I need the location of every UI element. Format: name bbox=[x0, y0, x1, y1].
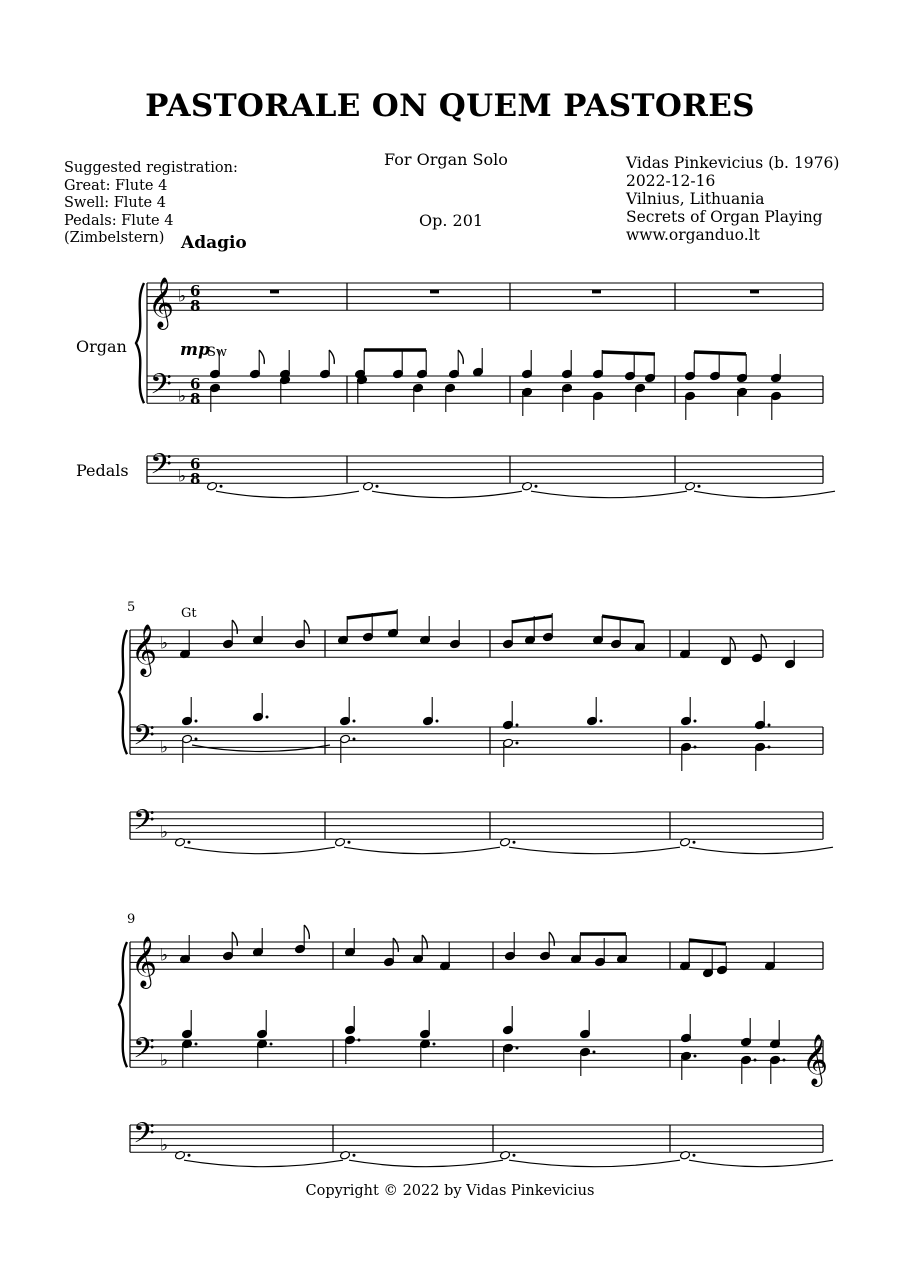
note-dot bbox=[433, 1043, 436, 1046]
note-beam bbox=[602, 616, 644, 622]
note-dot bbox=[513, 841, 516, 844]
notation-layer bbox=[119, 277, 835, 1166]
time-signature-top: 6 bbox=[190, 375, 201, 393]
tie bbox=[689, 1160, 833, 1167]
whole-rest bbox=[430, 290, 439, 294]
note-dot bbox=[600, 720, 603, 723]
note-dot bbox=[436, 720, 439, 723]
time-signature-bottom: 8 bbox=[190, 470, 201, 488]
flat-icon: ♭ bbox=[160, 633, 169, 654]
note-dot bbox=[195, 1043, 198, 1046]
measure-number: 9 bbox=[127, 912, 136, 927]
note-dot bbox=[195, 720, 198, 723]
tie bbox=[372, 491, 522, 498]
registration-line: Pedals: Flute 4 bbox=[64, 212, 174, 229]
tie bbox=[509, 1160, 680, 1167]
note-dot bbox=[535, 485, 538, 488]
note-beam bbox=[602, 352, 655, 354]
subtitle: For Organ Solo bbox=[384, 150, 508, 169]
measure-number: 5 bbox=[127, 600, 136, 615]
note-dot bbox=[188, 841, 191, 844]
note-beam bbox=[694, 352, 746, 354]
time-signature-top: 6 bbox=[190, 455, 201, 473]
registration-line: Great: Flute 4 bbox=[64, 177, 168, 194]
note-dot bbox=[698, 485, 701, 488]
whole-rest bbox=[592, 290, 601, 294]
note-flag bbox=[259, 350, 264, 364]
note-dot bbox=[693, 841, 696, 844]
tie bbox=[216, 491, 359, 498]
whole-rest bbox=[270, 290, 279, 294]
flat-icon: ♭ bbox=[160, 945, 169, 966]
tie bbox=[184, 1160, 343, 1167]
note-dot bbox=[694, 1055, 697, 1058]
flat-icon: ♭ bbox=[160, 1050, 169, 1071]
page-title: PASTORALE ON QUEM PASTORES bbox=[145, 88, 755, 124]
registration-line: Swell: Flute 4 bbox=[64, 195, 166, 211]
brace bbox=[119, 942, 127, 1067]
brace bbox=[119, 630, 127, 754]
flat-icon: ♭ bbox=[160, 822, 169, 843]
bass-clef-icon: 𝄢 bbox=[150, 367, 172, 408]
tie bbox=[184, 847, 335, 854]
bass-clef-icon: 𝄢 bbox=[133, 1031, 155, 1072]
brace bbox=[136, 283, 144, 403]
tie bbox=[689, 847, 833, 854]
treble-clef-icon: 𝄞 bbox=[148, 277, 175, 329]
manual-great-label: Gt bbox=[181, 606, 197, 621]
note-beam bbox=[512, 616, 552, 622]
note-dot bbox=[270, 1043, 273, 1046]
note-dot bbox=[376, 485, 379, 488]
publisher-line: Secrets of Organ Playing bbox=[626, 208, 823, 226]
whole-rest bbox=[750, 290, 759, 294]
treble-clef-icon: 𝄞 bbox=[802, 1034, 829, 1086]
tie bbox=[509, 847, 680, 854]
note-dot bbox=[593, 1051, 596, 1054]
tie bbox=[531, 491, 687, 498]
note-flag bbox=[304, 620, 309, 634]
registration-line: Suggested registration: bbox=[64, 160, 238, 176]
note-dot bbox=[768, 746, 771, 749]
dynamic-marking: mp bbox=[180, 340, 210, 360]
treble-clef-icon: 𝄞 bbox=[131, 936, 158, 988]
tie bbox=[192, 745, 330, 752]
flat-icon: ♭ bbox=[160, 737, 169, 758]
note-flag bbox=[329, 350, 334, 364]
flat-icon: ♭ bbox=[178, 386, 187, 407]
note-dot bbox=[694, 746, 697, 749]
flat-icon: ♭ bbox=[160, 1135, 169, 1156]
note-dot bbox=[195, 738, 198, 741]
tie bbox=[349, 1160, 503, 1167]
copyright: Copyright © 2022 by Vidas Pinkevicius bbox=[305, 1183, 595, 1199]
note-dot bbox=[348, 841, 351, 844]
composer-line: Vidas Pinkevicius (b. 1976) bbox=[626, 154, 840, 172]
instrument-label-pedals: Pedals bbox=[76, 461, 129, 480]
note-flag bbox=[304, 925, 309, 939]
registration-line: (Zimbelstern) bbox=[64, 230, 165, 246]
note-dot bbox=[783, 1059, 786, 1062]
note-flag bbox=[393, 938, 398, 952]
note-dot bbox=[353, 738, 356, 741]
note-dot bbox=[353, 720, 356, 723]
note-beam bbox=[689, 940, 726, 944]
note-dot bbox=[516, 1047, 519, 1050]
note-dot bbox=[516, 724, 519, 727]
bass-clef-icon: 𝄢 bbox=[133, 718, 155, 759]
note-dot bbox=[694, 720, 697, 723]
manual-swell-label: Sw bbox=[207, 345, 228, 360]
treble-clef-icon: 𝄞 bbox=[131, 624, 158, 676]
opus-number: Op. 201 bbox=[419, 211, 484, 230]
note-flag bbox=[458, 350, 463, 364]
note-dot bbox=[516, 742, 519, 745]
tie bbox=[694, 491, 835, 498]
bass-clef-icon: 𝄢 bbox=[133, 1116, 155, 1157]
note-dot bbox=[353, 1154, 356, 1157]
flat-icon: ♭ bbox=[178, 286, 187, 307]
note-dot bbox=[754, 1059, 757, 1062]
tempo-marking: Adagio bbox=[181, 233, 247, 253]
note-dot bbox=[188, 1154, 191, 1157]
note-dot bbox=[513, 1154, 516, 1157]
note-dot bbox=[358, 1039, 361, 1042]
note-dot bbox=[768, 724, 771, 727]
tie bbox=[344, 847, 500, 854]
date-line: 2022-12-16 bbox=[626, 172, 716, 190]
note-flag bbox=[761, 634, 766, 648]
note-flag bbox=[232, 932, 237, 946]
bass-clef-icon: 𝄢 bbox=[133, 803, 155, 844]
website-line: www.organduo.lt bbox=[626, 226, 760, 244]
note-dot bbox=[693, 1154, 696, 1157]
time-signature-bottom: 8 bbox=[190, 297, 201, 315]
place-line: Vilnius, Lithuania bbox=[626, 190, 765, 208]
note-dot bbox=[266, 716, 269, 719]
note-flag bbox=[232, 620, 237, 634]
time-signature-bottom: 8 bbox=[190, 390, 201, 408]
flat-icon: ♭ bbox=[178, 466, 187, 487]
time-signature-top: 6 bbox=[190, 282, 201, 300]
note-dot bbox=[220, 485, 223, 488]
bass-clef-icon: 𝄢 bbox=[150, 447, 172, 488]
note-flag bbox=[549, 932, 554, 946]
instrument-label-organ: Organ bbox=[76, 337, 127, 356]
